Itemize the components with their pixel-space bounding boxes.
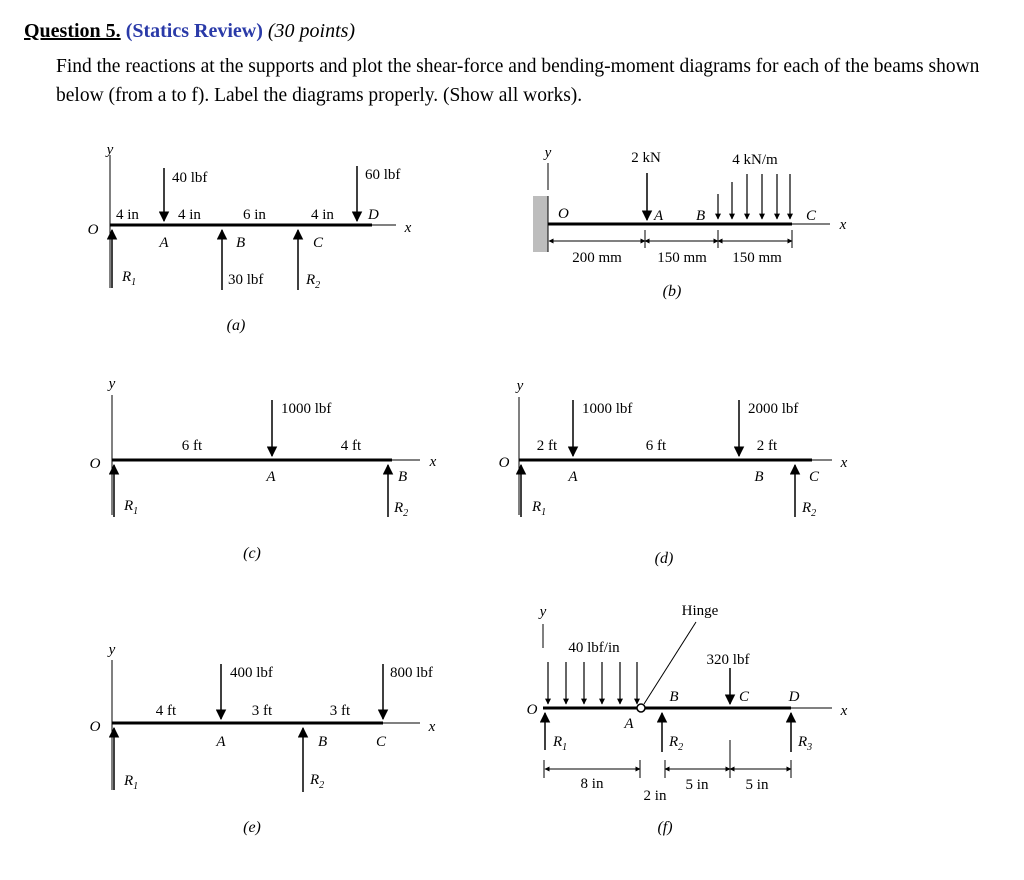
load-label: 2000 lbf [748,401,799,417]
span-label: 5 in [745,777,769,793]
x-axis-label: x [840,455,848,471]
figure-caption: (d) [654,550,674,567]
span-label: 6 in [243,207,266,223]
reaction-label: $R_1$ [124,773,139,792]
span-label: 6 ft [181,438,203,454]
origin-label: O [89,456,101,472]
figure-d [499,378,848,567]
point-label: A [624,716,634,732]
point-label: B [398,469,408,485]
y-axis-label: y [539,604,547,620]
load-label: 40 lbf/in [568,640,620,656]
x-axis-label: x [428,719,436,735]
span-label: 3 ft [329,703,351,719]
figure-caption: (c) [243,545,261,562]
load-label: 40 lbf [172,170,208,186]
question-instructions: Find the reactions at the supports and plot the shear-force and bending-moment diagrams for each of the beams shown below (from a to f). Label the diagrams properly. (Show all works). [56,56,980,106]
reaction-label: $R_2$ [669,734,684,753]
origin-label: O [89,719,101,735]
point-label: A [266,469,276,485]
point-label: C [313,235,324,251]
span-label: 4 in [116,207,139,223]
point-label: C [376,734,387,750]
load-label: 400 lbf [230,665,273,681]
point-label: A [216,734,226,750]
load-label: 320 lbf [706,652,750,668]
load-label: 2 kN [631,150,661,166]
hinge-label: Hinge [681,603,719,619]
span-label: 2 ft [756,438,778,454]
question-points: (30 points) [267,20,356,42]
span-label: 4 in [311,207,334,223]
figure-caption: (e) [243,819,261,836]
figure-c [90,376,437,562]
point-label: C [806,208,817,224]
y-axis-label: y [106,142,114,158]
span-label: 150 mm [657,250,707,266]
y-axis-label: y [544,145,552,161]
figure-f [527,603,848,836]
load-label: 60 lbf [365,167,401,183]
origin-label: O [526,702,538,718]
span-label: 4 ft [155,703,177,719]
span-label: 5 in [685,777,709,793]
point-label: A [159,235,169,251]
figure-caption: (a) [226,317,246,334]
figure-caption: (f) [657,819,673,836]
span-label: 6 ft [645,438,667,454]
reaction-label: $R_1$ [553,734,568,753]
y-axis-label: y [516,378,524,394]
reaction-label: $R_2$ [310,772,325,791]
span-label: 4 in [178,207,201,223]
figure-caption: (b) [662,283,682,300]
x-axis-label: x [404,220,412,236]
point-label: D [788,689,800,705]
point-label: B [669,689,679,705]
question-topic: (Statics Review) [125,20,263,42]
load-label: 1000 lbf [281,401,332,417]
point-label: D [368,207,379,223]
load-label: 800 lbf [390,665,433,681]
wall-support [533,196,548,252]
x-axis-label: x [840,703,848,719]
load-label: 30 lbf [228,272,264,288]
point-label: B [696,208,706,224]
span-label: 8 in [580,776,604,792]
span-label: 2 ft [536,438,558,454]
reaction-label: $R_2$ [306,272,321,291]
span-label: 150 mm [732,250,782,266]
span-label: 2 in [643,788,667,804]
x-axis-label: x [839,217,847,233]
question-number: Question 5. [24,20,121,42]
origin-label: O [498,455,510,471]
reaction-label: $R_2$ [802,500,817,519]
point-label: A [568,469,578,485]
load-label: 1000 lbf [582,401,633,417]
point-label: A [654,208,664,224]
x-axis-label: x [429,454,437,470]
y-axis-label: y [108,376,116,392]
figure-b [533,145,847,300]
figure-a [88,142,412,334]
point-label: O [558,206,569,222]
span-label: 3 ft [251,703,273,719]
reaction-label: $R_2$ [394,500,409,519]
point-label: B [754,469,764,485]
span-label: 4 ft [340,438,362,454]
figure-e [90,642,436,836]
point-label: C [809,469,820,485]
point-label: B [236,235,246,251]
origin-label: O [87,222,99,238]
reaction-label: $R_3$ [798,734,813,753]
point-label: C [738,689,750,705]
y-axis-label: y [108,642,116,658]
point-label: B [318,734,328,750]
hinge-pin [637,704,645,712]
reaction-label: $R_1$ [532,499,547,518]
load-label: 4 kN/m [732,152,778,168]
span-label: 200 mm [572,250,622,266]
reaction-label: $R_1$ [122,269,137,288]
reaction-label: $R_1$ [124,498,139,517]
